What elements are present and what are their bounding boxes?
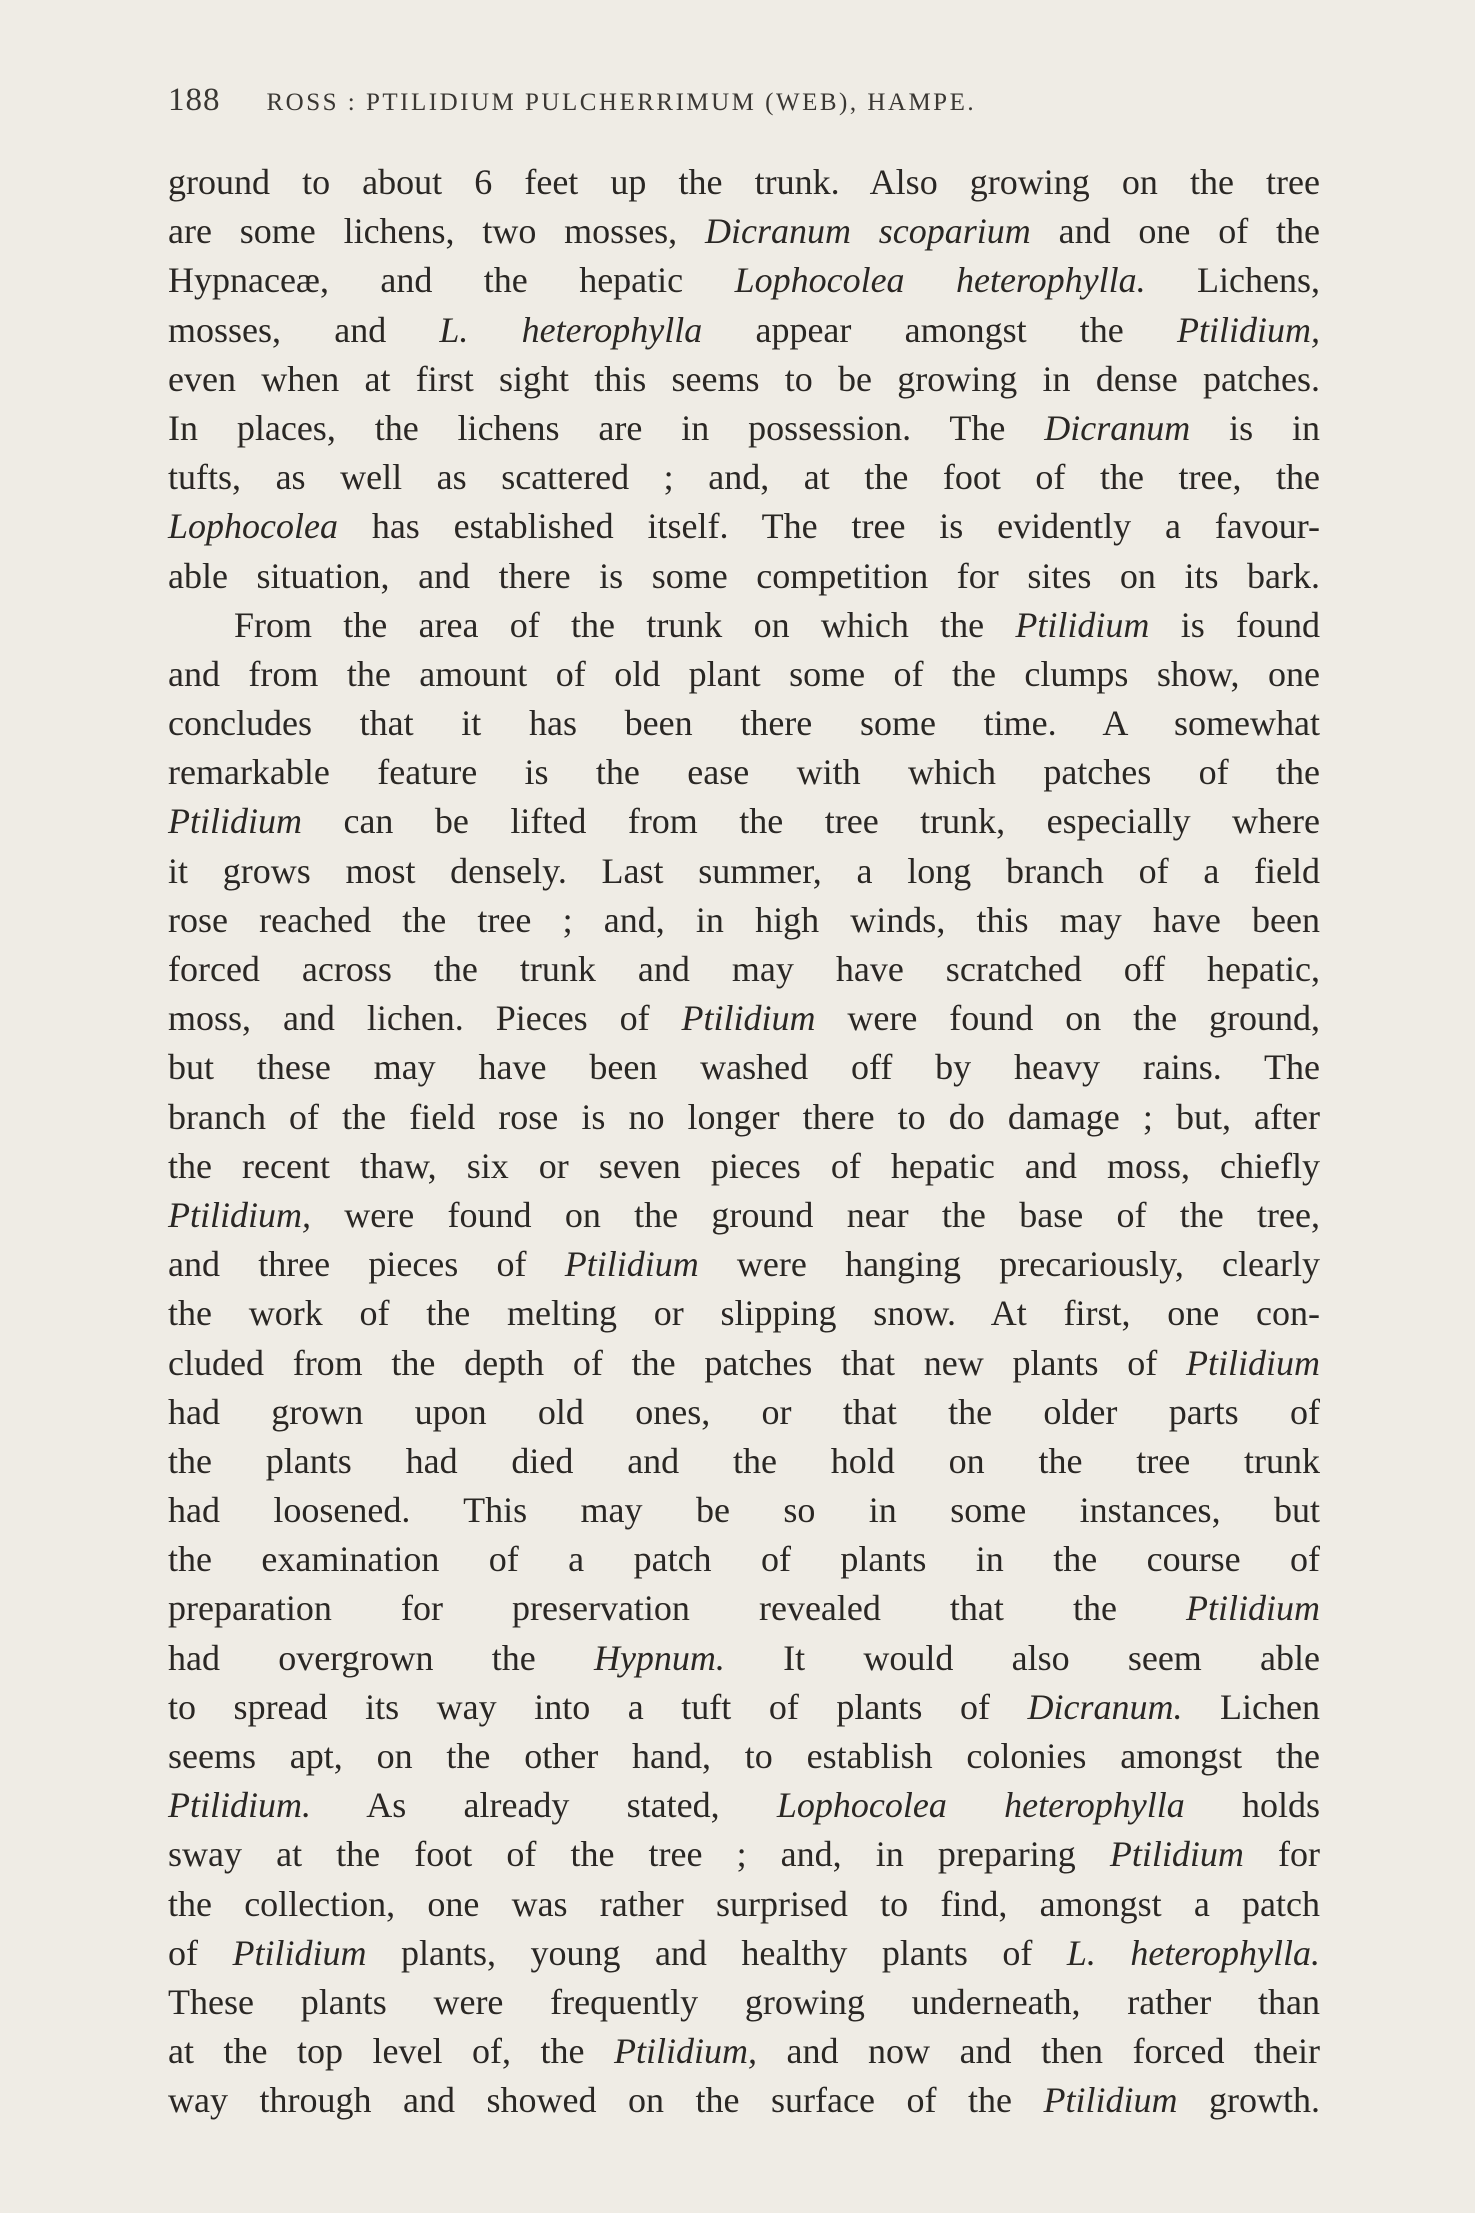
text-run: preparation for preservation revealed that the: [168, 1588, 1186, 1629]
italic-text-run: Lophocolea: [168, 506, 338, 547]
italic-text-run: Ptilidium: [232, 1932, 367, 1973]
text-run: the recent thaw, six or seven pieces of hepatic and moss, chiefly: [168, 1145, 1320, 1186]
text-run: branch of the field rose is no longer there to do damage ; but, after: [168, 1096, 1320, 1137]
text-run: were found on the ground,: [815, 998, 1321, 1039]
text-line: [168, 1289, 1320, 1338]
text-line: [168, 1191, 1320, 1240]
text-run: can be lifted from the tree trunk, especially where: [302, 801, 1320, 842]
text-line: [168, 1929, 1320, 1978]
italic-text-run: Ptilidium: [1043, 2080, 1178, 2121]
text-line: [168, 1634, 1320, 1683]
text-run: growth.: [1177, 2080, 1320, 2121]
italic-text-run: Ptilidium: [1109, 1834, 1244, 1875]
italic-text-run: Ptilidium: [1186, 1588, 1320, 1629]
text-run: concludes that it has been there some time. A somewhat: [168, 703, 1320, 744]
text-run: It would also seem able: [724, 1637, 1320, 1678]
italic-text-run: Lophocolea heterophylla: [776, 1785, 1185, 1826]
running-title: ROSS : PTILIDIUM PULCHERRIMUM (WEB), HAMPE.: [266, 89, 977, 116]
text-run: rose reached the tree ; and, in high winds, this may have been: [168, 899, 1320, 940]
text-line: [168, 601, 1320, 650]
text-line: [168, 847, 1320, 896]
text-run: of: [168, 1932, 233, 1973]
text-line: [168, 1043, 1320, 1092]
text-line: [168, 502, 1320, 551]
text-run: mosses, and: [168, 309, 440, 350]
text-run: seems apt, on the other hand, to establish colonies amongst the: [168, 1736, 1320, 1776]
italic-text-run: Dicranum scoparium: [705, 211, 1031, 252]
text-line: [168, 1486, 1320, 1535]
text-run: able situation, and there is some competition for sites on its bark.: [168, 555, 1320, 596]
italic-text-run: Ptilidium,: [1177, 309, 1320, 350]
text-run: it grows most densely. Last summer, a long branch of a field: [168, 850, 1320, 891]
text-run: way through and showed on the surface of the: [168, 2080, 1044, 2121]
text-run: sway at the foot of the tree ; and, in preparing: [168, 1834, 1110, 1875]
italic-text-run: Hypnum.: [593, 1637, 725, 1678]
text-line: [168, 256, 1320, 305]
italic-text-run: Dicranum.: [1027, 1686, 1183, 1727]
text-run: at the top level of, the: [168, 2031, 615, 2072]
italic-text-run: Ptilidium,: [168, 1194, 311, 1235]
italic-text-run: Ptilidium: [1015, 604, 1150, 645]
text-run: had overgrown the: [168, 1637, 594, 1678]
text-run: tufts, as well as scattered ; and, at the foot of the tree, the: [168, 457, 1320, 498]
text-run: is found: [1149, 604, 1320, 645]
text-line: [168, 2076, 1320, 2125]
text-line: [168, 1732, 1320, 1781]
text-line: [168, 1584, 1320, 1633]
text-run: As already stated,: [311, 1785, 777, 1826]
text-run: had grown upon old ones, or that the older parts of: [168, 1391, 1320, 1432]
text-line: [168, 797, 1320, 846]
text-run: These plants were frequently growing underneath, rather than: [168, 1981, 1320, 2022]
text-run: plants, young and healthy plants of: [366, 1932, 1067, 1973]
italic-text-run: Ptilidium.: [168, 1785, 311, 1826]
running-head: [168, 82, 1320, 119]
text-run: but these may have been washed off by heavy rains. The: [168, 1047, 1320, 1088]
body-text: [168, 158, 1320, 2126]
text-line: [168, 453, 1320, 502]
text-run: and now and then forced their: [757, 2031, 1320, 2072]
text-run: holds: [1184, 1785, 1320, 1826]
text-run: remarkable feature is the ease with which patches of the: [168, 752, 1320, 793]
text-line: [168, 1781, 1320, 1830]
italic-text-run: Ptilidium: [1186, 1342, 1320, 1383]
text-run: for: [1243, 1834, 1320, 1875]
italic-text-run: Ptilidium: [681, 998, 816, 1039]
text-line: [168, 1830, 1320, 1879]
text-run: even when at first sight this seems to be growing in dense patches.: [168, 358, 1320, 399]
text-line: [168, 1093, 1320, 1142]
text-run: Lichen: [1182, 1686, 1321, 1727]
text-line: [168, 404, 1320, 453]
text-line: [168, 1683, 1320, 1732]
text-line: [168, 748, 1320, 797]
text-run: the examination of a patch of plants in the course of: [168, 1539, 1320, 1580]
text-line: [168, 355, 1320, 404]
text-line: [168, 1142, 1320, 1191]
text-line: [168, 1240, 1320, 1289]
italic-text-run: Ptilidium: [564, 1244, 699, 1285]
text-run: the work of the melting or slipping snow. At first, one con-: [168, 1293, 1320, 1334]
text-run: and from the amount of old plant some of the clumps show, one: [168, 653, 1320, 694]
text-run: are some lichens, two mosses,: [168, 211, 705, 252]
italic-text-run: Ptilidium: [168, 801, 302, 842]
text-line: [168, 1339, 1320, 1388]
text-run: Hypnaceæ, and the hepatic: [168, 260, 735, 301]
text-run: In places, the lichens are in possession. The: [168, 407, 1045, 448]
text-run: forced across the trunk and may have scratched off hepatic,: [168, 949, 1320, 989]
text-run: and three pieces of: [168, 1244, 565, 1285]
text-run: to spread its way into a tuft of plants of: [168, 1686, 1028, 1727]
italic-text-run: L. heterophylla: [439, 309, 703, 350]
text-run: moss, and lichen. Pieces of: [168, 998, 682, 1039]
italic-text-run: Lophocolea heterophylla.: [734, 260, 1146, 301]
text-line: [168, 2027, 1320, 2076]
text-run: were hanging precariously, clearly: [698, 1244, 1320, 1285]
italic-text-run: Ptilidium,: [614, 2031, 758, 2072]
text-line: [168, 1978, 1320, 2027]
text-line: [168, 896, 1320, 945]
text-line: [168, 945, 1320, 994]
text-line: [168, 1880, 1320, 1929]
text-run: the collection, one was rather surprised to find, amongst a patch: [168, 1883, 1320, 1924]
text-run: had loosened. This may be so in some instances, but: [168, 1490, 1320, 1531]
page-number: 188: [168, 82, 221, 118]
text-run: ground to about 6 feet up the trunk. Also growing on the tree: [168, 162, 1320, 202]
italic-text-run: Dicranum: [1044, 407, 1191, 448]
text-line: [168, 158, 1320, 207]
text-run: Lichens,: [1145, 260, 1320, 301]
text-run: the plants had died and the hold on the tree trunk: [168, 1440, 1320, 1481]
italic-text-run: L. heterophylla.: [1066, 1932, 1320, 1973]
text-line: [168, 994, 1320, 1043]
text-line: [168, 1437, 1320, 1486]
text-run: From the area of the trunk on which the: [234, 604, 1016, 645]
text-line: [168, 207, 1320, 256]
text-line: [168, 306, 1320, 355]
text-run: and one of the: [1030, 211, 1321, 252]
text-run: appear amongst the: [702, 309, 1177, 350]
text-line: [168, 650, 1320, 699]
text-line: [168, 1535, 1320, 1584]
text-run: is in: [1190, 407, 1321, 448]
text-line: [168, 1388, 1320, 1437]
text-line: [168, 552, 1320, 601]
text-run: cluded from the depth of the patches that new plants of: [168, 1342, 1186, 1383]
text-run: has established itself. The tree is evidently a favour-: [337, 506, 1320, 547]
text-run: were found on the ground near the base of the tree,: [311, 1194, 1320, 1235]
text-line: [168, 699, 1320, 748]
